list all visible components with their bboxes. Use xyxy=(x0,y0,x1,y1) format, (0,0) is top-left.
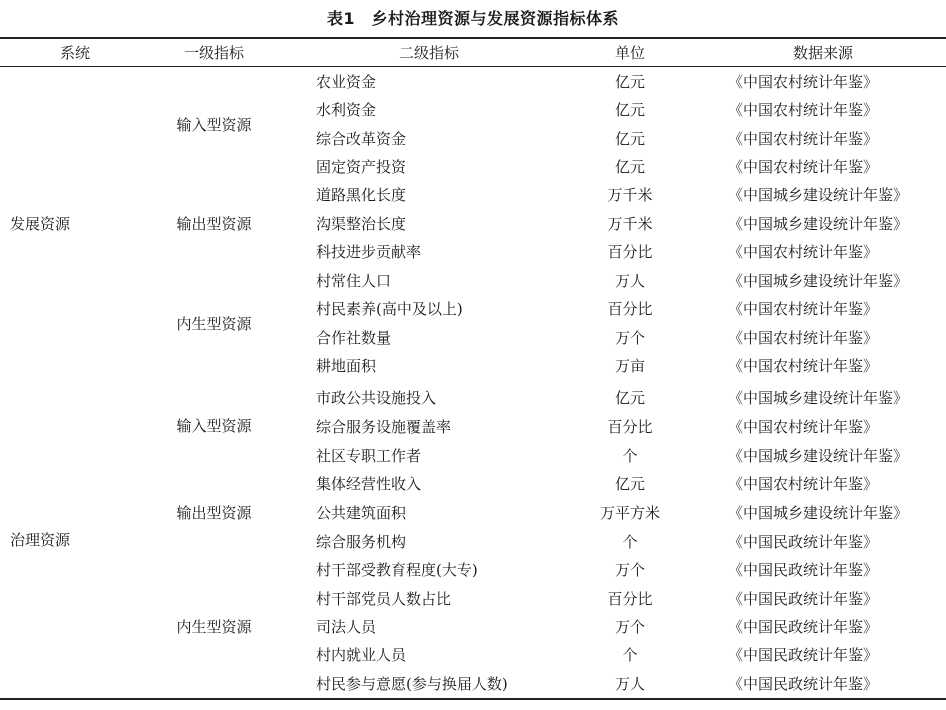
source-cell: 《中国农村统计年鉴》 xyxy=(728,329,879,347)
source-cell: 《中国民政统计年鉴》 xyxy=(728,618,879,636)
table-title: 表1 乡村治理资源与发展资源指标体系 xyxy=(326,9,620,28)
level1-cell: 内生型资源 xyxy=(176,618,252,636)
source-cell: 《中国民政统计年鉴》 xyxy=(728,675,879,693)
header-unit: 单位 xyxy=(614,44,645,62)
unit-cell: 万个 xyxy=(614,618,645,636)
indicator-cell: 集体经营性收入 xyxy=(316,475,422,493)
unit-cell: 万人 xyxy=(614,675,645,693)
source-cell: 《中国民政统计年鉴》 xyxy=(728,590,879,608)
unit-cell: 万个 xyxy=(614,329,645,347)
indicator-cell: 村民参与意愿(参与换届人数) xyxy=(316,675,508,693)
unit-cell: 个 xyxy=(622,533,638,551)
source-cell: 《中国农村统计年鉴》 xyxy=(728,418,879,436)
indicator-cell: 村干部受教育程度(大专) xyxy=(316,561,478,579)
unit-cell: 亿元 xyxy=(614,158,645,176)
indicator-cell: 道路黑化长度 xyxy=(316,186,407,204)
indicator-cell: 合作社数量 xyxy=(316,329,392,347)
source-cell: 《中国城乡建设统计年鉴》 xyxy=(728,272,909,290)
unit-cell: 亿元 xyxy=(614,130,645,148)
source-cell: 《中国农村统计年鉴》 xyxy=(728,158,879,176)
header-rule xyxy=(0,66,946,67)
unit-cell: 百分比 xyxy=(607,243,653,261)
indicator-cell: 社区专职工作者 xyxy=(316,447,422,465)
header-source: 数据来源 xyxy=(792,44,853,62)
indicator-cell: 村干部党员人数占比 xyxy=(316,590,452,608)
unit-cell: 亿元 xyxy=(614,389,645,407)
indicator-cell: 公共建筑面积 xyxy=(316,504,407,522)
level1-cell: 输入型资源 xyxy=(176,417,252,435)
source-cell: 《中国城乡建设统计年鉴》 xyxy=(728,504,909,522)
system-governance: 治理资源 xyxy=(10,531,71,549)
source-cell: 《中国农村统计年鉴》 xyxy=(728,243,879,261)
indicator-cell: 司法人员 xyxy=(316,618,377,636)
indicator-cell: 村民素养(高中及以上) xyxy=(316,300,463,318)
indicator-cell: 综合服务机构 xyxy=(316,533,407,551)
unit-cell: 万千米 xyxy=(607,186,653,204)
unit-cell: 万个 xyxy=(614,561,645,579)
indicator-cell: 水利资金 xyxy=(316,101,377,119)
indicator-cell: 固定资产投资 xyxy=(316,158,407,176)
indicator-cell: 综合服务设施覆盖率 xyxy=(316,418,452,436)
source-cell: 《中国民政统计年鉴》 xyxy=(728,561,879,579)
source-cell: 《中国民政统计年鉴》 xyxy=(728,533,879,551)
unit-cell: 万人 xyxy=(614,272,645,290)
indicator-cell: 科技进步贡献率 xyxy=(316,243,422,261)
header-level2: 二级指标 xyxy=(398,44,459,62)
level1-cell: 输出型资源 xyxy=(176,215,252,233)
unit-cell: 亿元 xyxy=(614,475,645,493)
source-cell: 《中国农村统计年鉴》 xyxy=(728,300,879,318)
indicator-cell: 市政公共设施投入 xyxy=(316,389,437,407)
unit-cell: 百分比 xyxy=(607,300,653,318)
source-cell: 《中国民政统计年鉴》 xyxy=(728,646,879,664)
system-development: 发展资源 xyxy=(10,215,71,233)
unit-cell: 百分比 xyxy=(607,590,653,608)
unit-cell: 亿元 xyxy=(614,101,645,119)
level1-cell: 输出型资源 xyxy=(176,504,252,522)
header-level1: 一级指标 xyxy=(183,44,244,62)
header-system: 系统 xyxy=(59,44,90,62)
unit-cell: 个 xyxy=(622,447,638,465)
level1-cell: 内生型资源 xyxy=(176,315,252,333)
indicator-cell: 沟渠整治长度 xyxy=(316,215,407,233)
unit-cell: 亿元 xyxy=(614,73,645,91)
indicator-cell: 村内就业人员 xyxy=(316,646,407,664)
source-cell: 《中国城乡建设统计年鉴》 xyxy=(728,389,909,407)
source-cell: 《中国农村统计年鉴》 xyxy=(728,73,879,91)
source-cell: 《中国农村统计年鉴》 xyxy=(728,130,879,148)
indicator-cell: 耕地面积 xyxy=(316,357,377,375)
indicator-cell: 综合改革资金 xyxy=(316,130,407,148)
unit-cell: 个 xyxy=(622,646,638,664)
top-rule xyxy=(0,37,946,39)
source-cell: 《中国农村统计年鉴》 xyxy=(728,475,879,493)
unit-cell: 百分比 xyxy=(607,418,653,436)
source-cell: 《中国城乡建设统计年鉴》 xyxy=(728,186,909,204)
source-cell: 《中国农村统计年鉴》 xyxy=(728,357,879,375)
source-cell: 《中国城乡建设统计年鉴》 xyxy=(728,447,909,465)
unit-cell: 万平方米 xyxy=(599,504,660,522)
unit-cell: 万千米 xyxy=(607,215,653,233)
indicator-cell: 农业资金 xyxy=(316,73,377,91)
indicator-cell: 村常住人口 xyxy=(316,272,392,290)
level1-cell: 输入型资源 xyxy=(176,116,252,134)
bottom-rule xyxy=(0,698,946,700)
unit-cell: 万亩 xyxy=(614,357,645,375)
source-cell: 《中国农村统计年鉴》 xyxy=(728,101,879,119)
source-cell: 《中国城乡建设统计年鉴》 xyxy=(728,215,909,233)
